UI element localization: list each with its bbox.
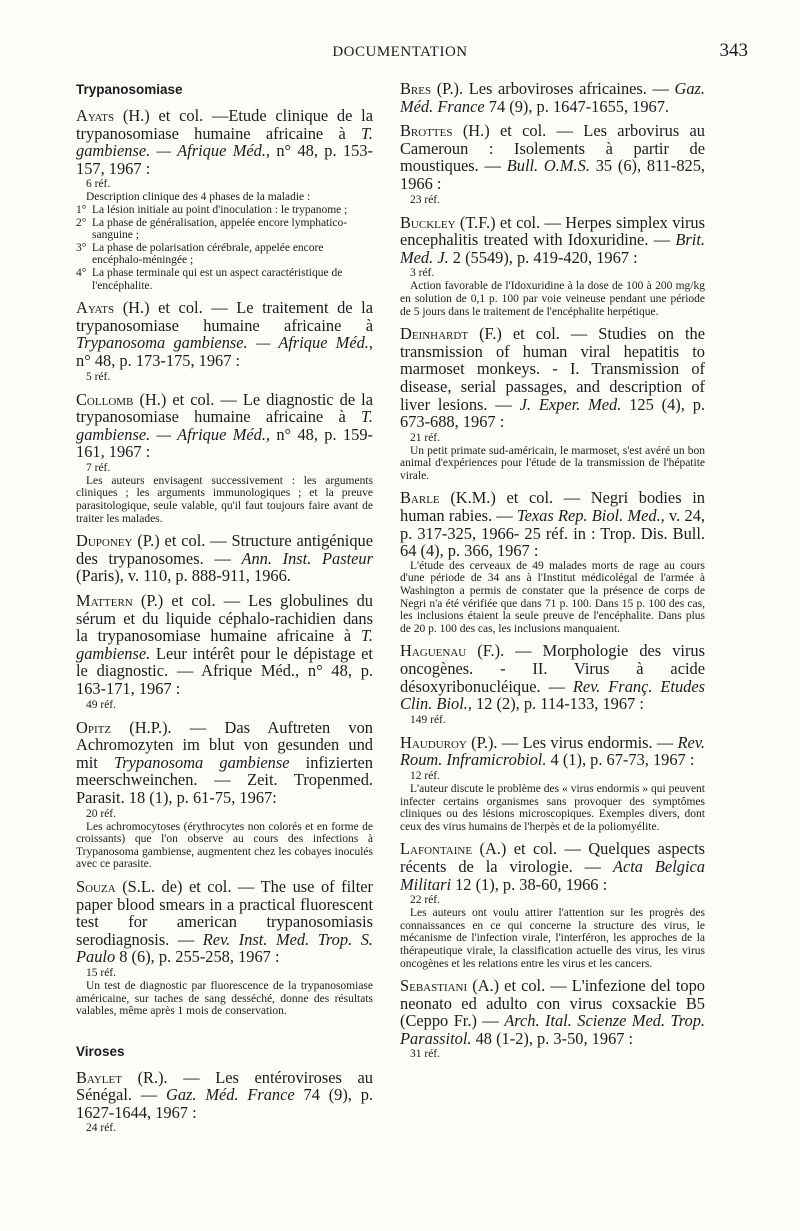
entry-details: Leur intérêt pour le dépistage et le diagnostic. — Afrique Méd., n° 48, p. 163-171, 1967 : — [76, 643, 373, 698]
entry-journal-title: J. Exper. Med. — [519, 394, 622, 414]
entry-abstract: L'étude des cerveaux de 49 malades morts de rage au cours d'une période de 34 ans à l'Institut médicolégal de l'armée à Washington a permis de constater que la présence de corps de Negri n'a été vérifiée que dans 71 p. 100. Dans 15 p. 100 des cas, les inclusions étaient la seule preuve de l'encéphalite. Dans plus de 20 p. 100 des cas, les inclusions manquaient. — [400, 559, 705, 635]
entry-citation-text: (H.) et col. — Les arbovirus au Cameroun : Isolements à partir de moustiques. — — [400, 121, 705, 176]
list-item-number: 4° — [76, 266, 87, 279]
entry-citation-text: (A.) et col. — Quelques aspects récents de la virologie. — — [400, 839, 705, 876]
entry-journal-title: Bull. O.M.S. — [506, 156, 590, 176]
entry-citation-text: (H.) et col. — Le diagnostic de la trypanosomiase humaine africaine à — [76, 389, 373, 427]
entry-reference-count: 7 réf. — [86, 461, 111, 474]
entry-reference-count: 5 réf. — [86, 370, 111, 383]
section-heading: Trypanosomiase — [76, 82, 183, 97]
entry-details: (Paris), v. 110, p. 888-911, 1966. — [76, 566, 291, 586]
entry-details: n° 48, p. 159-161, 1967 : — [76, 424, 373, 462]
entry-abstract: Action favorable de l'Idoxuridine à la dose de 100 à 200 mg/kg en solution de 0,1 p. 100 par voie veineuse pendant une période de 5 jours dans le traitement de l'encéphalite herpétique. — [400, 280, 705, 318]
entry-journal-title: Gaz. Méd. France — [400, 79, 705, 116]
entry-details: 74 (9), p. 1647-1655, 1967. — [484, 96, 670, 116]
entry-details: 74 (9), p. 1627-1644, 1967 : — [76, 1085, 374, 1122]
right-column — [400, 80, 705, 1068]
entry-citation-text: (P.) et col. — Les globulines du sérum et du liquide céphalo-rachidien dans la trypanosomiase humaine africaine à — [76, 591, 373, 646]
entry-citation — [400, 489, 705, 559]
entry-journal-title: Brit. Med. J. — [400, 230, 705, 267]
entry-reference-count: 6 réf. — [86, 178, 111, 191]
page-number: 343 — [719, 40, 748, 61]
entry-reference-count: 15 réf. — [86, 966, 117, 979]
entry-journal-title: Gaz. Méd. France — [166, 1085, 295, 1105]
entry-citation-text: (P.) et col. — Structure antigénique des trypanosomes. — — [76, 531, 373, 568]
entry-reference-count: 22 réf. — [410, 894, 441, 907]
entry-author: Brottes — [400, 121, 453, 141]
bibliography-entry — [400, 489, 705, 635]
entry-reference-count: 49 réf. — [86, 698, 117, 711]
entry-details: v. 24, p. 317-325, 1966- 25 réf. in : Trop. Dis. Bull. 64 (4), p. 366, 1967 : — [400, 506, 705, 561]
entry-abstract: Description clinique des 4 phases de la maladie : — [86, 191, 311, 204]
entry-citation — [76, 1069, 373, 1122]
entry-citation-text: (H.) et col. —Etude clinique de la trypanosomiase humaine africaine à — [76, 106, 373, 143]
entry-author: Baylet — [76, 1067, 122, 1087]
entry-author: Buckley — [400, 212, 456, 232]
entry-abstract: Les auteurs envisagent successivement : les arguments cliniques ; les arguments immunologiques ; et la preuve parasitologique, seule valable, qu'il faut toujours faire avant de traiter les malades. — [76, 474, 373, 525]
abstract-list-item — [76, 267, 373, 292]
entry-journal-title: Rev. Franç. Etudes Clin. Biol., — [400, 676, 705, 714]
entry-citation — [400, 840, 705, 893]
list-item-text: La phase terminale qui est un aspect caractéristique de l'encéphalite. — [92, 266, 343, 292]
entry-citation-text: (T.F.) et col. — Herpes simplex virus encephalitis treated with Idoxuridine. — — [400, 212, 705, 250]
entry-journal-title: Trypanosoma gambiense — [114, 752, 290, 772]
entry-details: 12 (1), p. 38-60, 1966 : — [451, 874, 608, 894]
entry-citation — [76, 592, 373, 698]
entry-abstract: Un test de diagnostic par fluorescence de la trypanosomiase américaine, sur taches de sang desséché, donne des résultats valables, même après 1 mois de conservation. — [76, 979, 373, 1018]
entry-author: Mattern — [76, 591, 133, 611]
entry-citation — [400, 977, 705, 1047]
entry-author: Deinhardt — [400, 324, 469, 344]
entry-citation-text: (F.). — Morphologie des virus oncogènes. - II. Virus à acide désoxyribonucléique. — — [400, 641, 705, 696]
list-item-text: La phase de polarisation cérébrale, appelée encore encéphalo-méningée ; — [92, 241, 324, 267]
list-item-number: 3° — [76, 241, 87, 254]
entry-abstract: Un petit primate sud-américain, le marmoset, s'est avéré un bon animal d'expériences pour l'étude de la transmission de l'hépatite virale. — [400, 444, 705, 482]
entry-journal-title: T. gambiense. — [76, 626, 373, 663]
entry-citation-text: (K.M.) et col. — Negri bodies in human rabies. — — [400, 488, 705, 526]
entry-citation-text: (H.P.). — Das Auftreten von Achromozyten im blut von gesunden und mit — [76, 717, 373, 772]
entry-citation — [400, 122, 705, 192]
abstract-list-item — [76, 242, 373, 267]
entry-citation — [76, 391, 373, 461]
entry-citation-text: (S.L. de) et col. — The use of filter paper blood smears in a practical fluorescent test for american trypanosomiasis serodiagnosis. — — [76, 876, 373, 949]
entry-details: 8 (6), p. 255-258, 1967 : — [115, 947, 280, 967]
entry-reference-count: 3 réf. — [410, 267, 435, 280]
bibliography-entry — [400, 977, 705, 1061]
bibliography-entry — [76, 532, 373, 585]
entry-journal-title: T. gambiense. — Afrique Méd., — [76, 123, 373, 161]
entry-author: Opitz — [76, 717, 112, 737]
entry-author: Barle — [400, 488, 440, 508]
abstract-list-item — [76, 217, 373, 242]
left-column — [76, 80, 373, 1142]
entry-citation — [76, 878, 373, 966]
list-item-text: La phase de généralisation, appelée encore lymphatico-sanguine ; — [92, 216, 348, 242]
entry-journal-title: Texas Rep. Biol. Med., — [516, 506, 665, 526]
entry-journal-title: Rev. Inst. Med. Trop. S. Paulo — [76, 929, 373, 967]
entry-citation-text: (P.). Les arboviroses africaines. — — [431, 79, 675, 98]
entry-reference-count: 31 réf. — [410, 1048, 441, 1061]
entry-reference-count: 23 réf. — [410, 193, 441, 206]
entry-author: Haguenau — [400, 641, 467, 661]
bibliography-entry — [76, 878, 373, 1018]
bibliography-entry — [400, 122, 705, 206]
entry-reference-count: 24 réf. — [86, 1122, 117, 1135]
running-title: DOCUMENTATION — [332, 44, 468, 60]
bibliography-entry — [400, 734, 705, 834]
bibliography-entry — [400, 214, 705, 319]
list-item-number: 1° — [76, 203, 87, 216]
entry-citation-text: (A.) et col. — L'infezione del topo neonato ed adulto con virus coxsackie B5 (Ceppo Fr.) — — [400, 976, 705, 1031]
entry-abstract: L'auteur discute le problème des « virus endormis » qui peuvent infecter certains organismes sans provoquer des symptômes cliniques ou des lésions microscopiques. Exemples divers, dont ceux des virus humains de l'herpès et de la poliomyélite. — [400, 782, 705, 833]
entry-journal-title: Rev. Roum. Inframicrobiol. — [400, 732, 705, 770]
entry-citation — [400, 325, 705, 431]
entry-details: infizierten meerschweinchen. — Zeit. Tropenmed. Parasit. 18 (1), p. 61-75, 1967: — [76, 752, 373, 807]
entry-author: Duponey — [76, 531, 133, 551]
entry-details: n° 48, p. 153-157, 1967 : — [76, 141, 373, 178]
abstract-list-item — [76, 204, 373, 217]
entry-citation — [76, 719, 373, 807]
entry-author: Lafontaine — [400, 839, 473, 859]
entry-reference-count: 149 réf. — [410, 713, 446, 726]
bibliography-entry — [400, 840, 705, 970]
bibliography-entry — [400, 642, 705, 726]
entry-citation — [400, 80, 705, 115]
entry-details: n° 48, p. 173-175, 1967 : — [76, 350, 241, 370]
entry-author: Ayats — [76, 106, 115, 125]
entry-citation — [400, 642, 705, 712]
entry-details: 2 (5549), p. 419-420, 1967 : — [448, 247, 638, 267]
entry-citation-text: (H.) et col. — Le traitement de la trypanosomiase humaine africaine à — [76, 298, 373, 335]
entry-details: 35 (6), 811-825, 1966 : — [400, 156, 705, 193]
bibliography-entry — [76, 719, 373, 871]
entry-journal-title: Acta Belgica Militari — [400, 856, 705, 894]
entry-citation — [76, 299, 373, 369]
bibliography-entry — [76, 107, 373, 292]
entry-journal-title: Ann. Inst. Pasteur — [241, 548, 373, 568]
entry-citation-text: (F.) et col. — Studies on the transmission of human viral hepatitis to marmoset monkeys. - I. Transmission of disease, serial passages, and description of liver lesions. — — [400, 324, 705, 414]
entry-abstract: Les auteurs ont voulu attirer l'attention sur les progrès des connaissances en ce qui concerne la structure des virus, le mécanisme de l'infection virale, l'interféron, les approches de la thérapeutique virale, la classification actuelle des virus, les virus oncogènes et les relations entre les virus et les cancers. — [400, 907, 705, 970]
bibliography-entry — [76, 1069, 373, 1136]
entry-journal-title: Trypanosoma gambiense. — Afrique Méd., — [76, 333, 373, 353]
list-item-number: 2° — [76, 216, 87, 229]
entry-author: Collomb — [76, 389, 134, 409]
entry-author: Hauduroy — [400, 732, 467, 752]
entry-journal-title: Arch. Ital. Scienze Med. Trop. Parassitol. — [400, 1011, 705, 1048]
bibliography-entry — [76, 299, 373, 383]
entry-reference-count: 21 réf. — [410, 431, 441, 444]
entry-reference-count: 12 réf. — [410, 769, 441, 782]
page-header — [0, 42, 800, 68]
entry-citation — [76, 107, 373, 177]
entry-journal-title: T. gambiense. — Afrique Méd., — [76, 407, 373, 444]
entry-author: Ayats — [76, 298, 115, 318]
section-heading: Viroses — [76, 1043, 125, 1059]
entry-citation-text: (P.). — Les virus endormis. — — [466, 732, 678, 752]
entry-author: Bres — [400, 79, 432, 98]
bibliography-entry — [76, 592, 373, 712]
entry-citation — [76, 532, 373, 585]
bibliography-entry — [400, 325, 705, 482]
entry-details: 12 (2), p. 114-133, 1967 : — [471, 694, 644, 714]
entry-author: Sebastiani — [400, 976, 468, 996]
entry-abstract: Les achromocytoses (érythrocytes non colorés et en forme de croissants) que l'on observe au cours des infections à Trypanosoma gambiense, augmentent chez les cobayes inoculés avec ce parasite. — [76, 820, 373, 871]
entry-details: 125 (4), p. 673-688, 1967 : — [400, 394, 705, 432]
bibliography-entry — [400, 80, 705, 115]
entry-citation — [400, 214, 705, 267]
entry-citation-text: (R.). — Les entéroviroses au Sénégal. — — [76, 1067, 373, 1105]
entry-details: 4 (1), p. 67-73, 1967 : — [546, 750, 695, 770]
bibliography-entry — [76, 391, 373, 526]
entry-citation — [400, 734, 705, 769]
entry-details: 48 (1-2), p. 3-50, 1967 : — [471, 1028, 634, 1048]
entry-author: Souza — [76, 876, 116, 896]
list-item-text: La lésion initiale au point d'inoculation : le trypanome ; — [92, 203, 348, 216]
entry-reference-count: 20 réf. — [86, 807, 117, 820]
